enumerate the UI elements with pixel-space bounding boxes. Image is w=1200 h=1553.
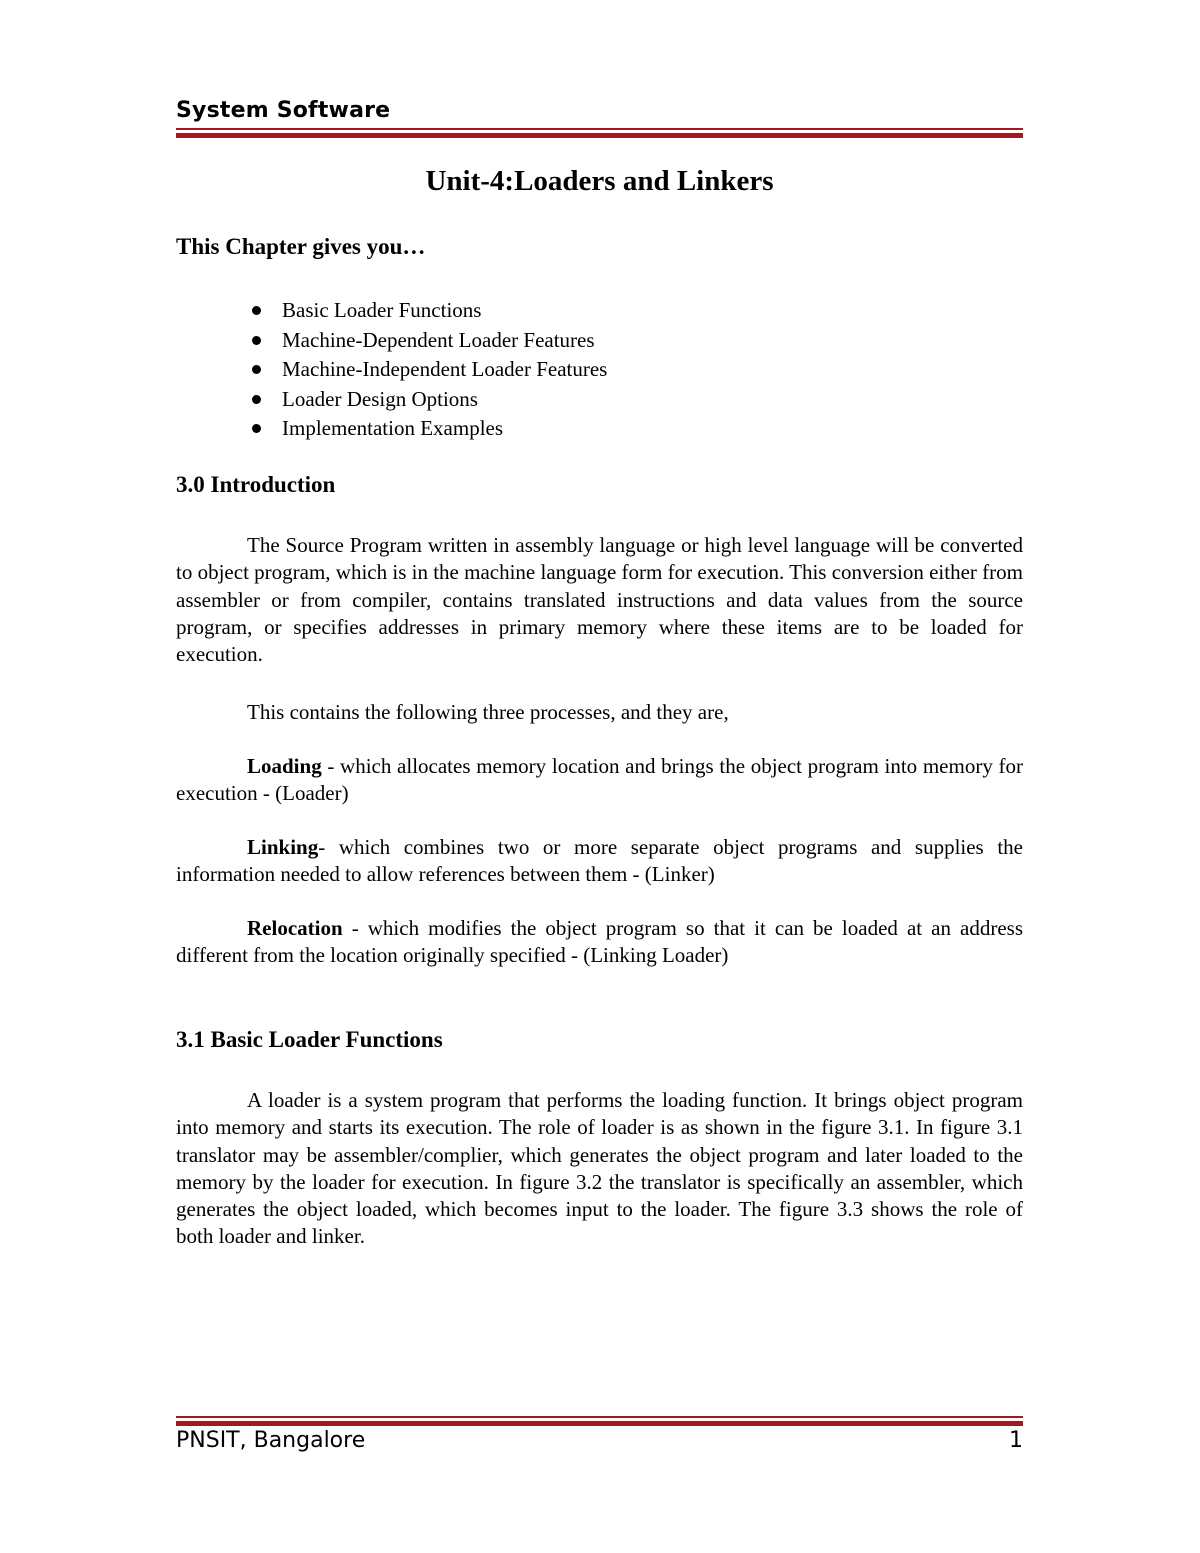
section-heading-introduction: 3.0 Introduction	[176, 472, 336, 497]
list-item: Implementation Examples	[176, 414, 607, 444]
chapter-intro: This Chapter gives you…	[176, 234, 426, 259]
document-page	[176, 0, 1023, 1553]
header-rule	[176, 128, 1023, 138]
footer-institution: PNSIT, Bangalore	[176, 1428, 366, 1453]
bullet-icon	[252, 306, 261, 315]
processes-paragraph: This contains the following three processes, and they are,	[247, 700, 729, 724]
running-header-title: System Software	[176, 98, 391, 123]
relocation-term: Relocation	[247, 916, 343, 940]
list-item: Basic Loader Functions	[176, 296, 607, 326]
bullet-icon	[252, 336, 261, 345]
linking-term: Linking	[247, 835, 319, 859]
basic-loader-paragraph: A loader is a system program that performs the loading function. It brings object program into memory and starts its execution. The role of loader is as shown in the figure 3.1. In figure 3.1 translator may be assembler/complier, which generates the object program and later loaded to the memory by the loader for execution. In figure 3.2 the translator is specifically an assembler, which generates the object loaded, which becomes input to the loader. The figure 3.3 shows the role of both loader and linker.	[176, 1088, 1023, 1249]
bullet-icon	[252, 365, 261, 374]
topic-list	[176, 296, 607, 444]
relocation-definition: Relocation - which modifies the object program so that it can be loaded at an address different from the location originally specified - (Linking Loader)	[176, 916, 1023, 968]
loading-definition: Loading - which allocates memory location and brings the object program into memory for execution - (Loader)	[176, 754, 1023, 806]
list-item: Machine-Independent Loader Features	[176, 355, 607, 385]
page-number: 1	[1009, 1428, 1023, 1453]
list-item: Machine-Dependent Loader Features	[176, 326, 607, 356]
intro-paragraph: The Source Program written in assembly language or high level language will be converted to object program, which is in the machine language form for execution. This conversion either from assembler or from compiler, contains translated instructions and data values from the source program, or specifies addresses in primary memory where these items are to be loaded for execution.	[176, 533, 1023, 667]
footer-rule	[176, 1416, 1023, 1426]
bullet-icon	[252, 424, 261, 433]
list-item: Loader Design Options	[176, 385, 607, 415]
loading-term: Loading	[247, 754, 322, 778]
section-heading-basic-loader-functions: 3.1 Basic Loader Functions	[176, 1027, 443, 1052]
unit-title: Unit-4:Loaders and Linkers	[425, 165, 774, 197]
bullet-icon	[252, 395, 261, 404]
linking-definition: Linking- which combines two or more separate object programs and supplies the information needed to allow references between them - (Linker)	[176, 835, 1023, 887]
